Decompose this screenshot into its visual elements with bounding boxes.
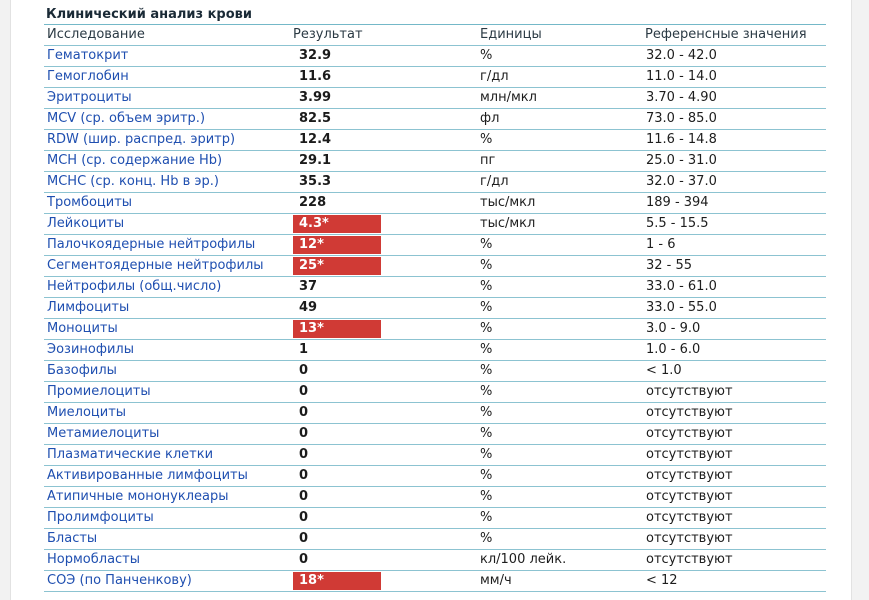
table-row bbox=[44, 529, 826, 550]
test-name[interactable]: Сегментоядерные нейтрофилы bbox=[44, 256, 293, 277]
unit: млн/мкл bbox=[480, 88, 645, 109]
window-left-edge bbox=[0, 0, 11, 600]
reference-range: 3.70 - 4.90 bbox=[645, 88, 826, 109]
test-name[interactable]: Активированные лимфоциты bbox=[44, 466, 293, 487]
test-name[interactable]: Нейтрофилы (общ.число) bbox=[44, 277, 293, 298]
unit: % bbox=[480, 361, 645, 382]
window-right-edge bbox=[851, 0, 869, 600]
result-text: 0 bbox=[299, 531, 309, 546]
reference-range: 5.5 - 15.5 bbox=[645, 214, 826, 235]
result-value bbox=[293, 487, 480, 508]
reference-range: < 12 bbox=[645, 571, 826, 592]
table-row bbox=[44, 172, 826, 193]
table-row bbox=[44, 487, 826, 508]
test-name[interactable]: MCV (ср. объем эритр.) bbox=[44, 109, 293, 130]
table-row bbox=[44, 67, 826, 88]
table-row bbox=[44, 256, 826, 277]
result-text: 35.3 bbox=[299, 174, 332, 189]
table-row bbox=[44, 214, 826, 235]
result-text: 0 bbox=[299, 405, 309, 420]
table-row bbox=[44, 445, 826, 466]
result-value bbox=[293, 151, 480, 172]
result-text: 32.9 bbox=[299, 48, 332, 63]
unit: % bbox=[480, 487, 645, 508]
result-text: 0 bbox=[299, 447, 309, 462]
result-text: 4.3* bbox=[293, 215, 381, 233]
unit: % bbox=[480, 340, 645, 361]
unit: тыс/мкл bbox=[480, 193, 645, 214]
table-row bbox=[44, 571, 826, 592]
result-text: 13* bbox=[293, 320, 381, 338]
unit: % bbox=[480, 298, 645, 319]
result-value bbox=[293, 550, 480, 571]
result-text: 228 bbox=[299, 195, 327, 210]
unit: % bbox=[480, 382, 645, 403]
table-row bbox=[44, 319, 826, 340]
reference-range: отсутствуют bbox=[645, 445, 826, 466]
table-row bbox=[44, 508, 826, 529]
unit: фл bbox=[480, 109, 645, 130]
test-name[interactable]: Метамиелоциты bbox=[44, 424, 293, 445]
result-text: 29.1 bbox=[299, 153, 332, 168]
reference-range: 1 - 6 bbox=[645, 235, 826, 256]
result-value-abnormal bbox=[293, 256, 480, 277]
table-row bbox=[44, 235, 826, 256]
unit: тыс/мкл bbox=[480, 214, 645, 235]
result-value-abnormal bbox=[293, 214, 480, 235]
table-row bbox=[44, 88, 826, 109]
table-row bbox=[44, 550, 826, 571]
test-name[interactable]: Лимфоциты bbox=[44, 298, 293, 319]
result-value bbox=[293, 445, 480, 466]
reference-range: 11.6 - 14.8 bbox=[645, 130, 826, 151]
result-text: 0 bbox=[299, 489, 309, 504]
result-value bbox=[293, 361, 480, 382]
result-value bbox=[293, 508, 480, 529]
unit: мм/ч bbox=[480, 571, 645, 592]
unit: % bbox=[480, 130, 645, 151]
test-name[interactable]: СОЭ (по Панченкову) bbox=[44, 571, 293, 592]
test-name[interactable]: Атипичные мононуклеары bbox=[44, 487, 293, 508]
result-text: 0 bbox=[299, 363, 309, 378]
result-value bbox=[293, 340, 480, 361]
table-row bbox=[44, 424, 826, 445]
result-text: 3.99 bbox=[299, 90, 332, 105]
reference-range: 32 - 55 bbox=[645, 256, 826, 277]
header-reference: Референсные значения bbox=[645, 25, 826, 46]
table-header-row bbox=[44, 25, 826, 46]
test-name[interactable]: Гемоглобин bbox=[44, 67, 293, 88]
result-text: 0 bbox=[299, 510, 309, 525]
result-value-abnormal bbox=[293, 571, 480, 592]
reference-range: отсутствуют bbox=[645, 529, 826, 550]
reference-range: отсутствуют bbox=[645, 508, 826, 529]
result-text: 12* bbox=[293, 236, 381, 254]
reference-range: отсутствуют bbox=[645, 550, 826, 571]
unit: % bbox=[480, 46, 645, 67]
header-units: Единицы bbox=[480, 25, 645, 46]
unit: пг bbox=[480, 151, 645, 172]
reference-range: 25.0 - 31.0 bbox=[645, 151, 826, 172]
reference-range: 3.0 - 9.0 bbox=[645, 319, 826, 340]
test-name[interactable]: Миелоциты bbox=[44, 403, 293, 424]
reference-range: 32.0 - 42.0 bbox=[645, 46, 826, 67]
result-value bbox=[293, 193, 480, 214]
reference-range: отсутствуют bbox=[645, 487, 826, 508]
result-value bbox=[293, 88, 480, 109]
test-name[interactable]: MCHC (ср. конц. Hb в эр.) bbox=[44, 172, 293, 193]
unit: % bbox=[480, 508, 645, 529]
test-name[interactable]: Промиелоциты bbox=[44, 382, 293, 403]
result-value bbox=[293, 529, 480, 550]
reference-range: 189 - 394 bbox=[645, 193, 826, 214]
result-value bbox=[293, 130, 480, 151]
unit: % bbox=[480, 319, 645, 340]
unit: % bbox=[480, 403, 645, 424]
report-title: Клинический анализ крови bbox=[44, 6, 826, 25]
test-name[interactable]: Тромбоциты bbox=[44, 193, 293, 214]
table-row bbox=[44, 151, 826, 172]
result-value bbox=[293, 46, 480, 67]
cut-off-text-line bbox=[44, 591, 464, 600]
table-row bbox=[44, 298, 826, 319]
unit: % bbox=[480, 277, 645, 298]
test-name[interactable]: Плазматические клетки bbox=[44, 445, 293, 466]
result-text: 0 bbox=[299, 468, 309, 483]
result-text: 37 bbox=[299, 279, 318, 294]
result-value bbox=[293, 277, 480, 298]
reference-range: отсутствуют bbox=[645, 424, 826, 445]
test-name[interactable]: Моноциты bbox=[44, 319, 293, 340]
result-text: 0 bbox=[299, 384, 309, 399]
result-value bbox=[293, 172, 480, 193]
test-name[interactable]: Пролимфоциты bbox=[44, 508, 293, 529]
test-name[interactable]: Базофилы bbox=[44, 361, 293, 382]
reference-range: 1.0 - 6.0 bbox=[645, 340, 826, 361]
blood-test-report bbox=[44, 6, 826, 592]
result-value bbox=[293, 466, 480, 487]
reference-range: 11.0 - 14.0 bbox=[645, 67, 826, 88]
result-text: 82.5 bbox=[299, 111, 332, 126]
reference-range: 33.0 - 55.0 bbox=[645, 298, 826, 319]
unit: % bbox=[480, 256, 645, 277]
reference-range: 73.0 - 85.0 bbox=[645, 109, 826, 130]
unit: г/дл bbox=[480, 172, 645, 193]
unit: % bbox=[480, 235, 645, 256]
unit: кл/100 лейк. bbox=[480, 550, 645, 571]
table-row bbox=[44, 340, 826, 361]
table-row bbox=[44, 46, 826, 67]
header-test: Исследование bbox=[44, 25, 293, 46]
table-row bbox=[44, 193, 826, 214]
result-value bbox=[293, 382, 480, 403]
result-value bbox=[293, 67, 480, 88]
reference-range: отсутствуют bbox=[645, 403, 826, 424]
table-row bbox=[44, 403, 826, 424]
table-row bbox=[44, 130, 826, 151]
reference-range: отсутствуют bbox=[645, 466, 826, 487]
reference-range: отсутствуют bbox=[645, 382, 826, 403]
test-name[interactable]: Палочкоядерные нейтрофилы bbox=[44, 235, 293, 256]
result-text: 49 bbox=[299, 300, 318, 315]
test-name[interactable]: Гематокрит bbox=[44, 46, 293, 67]
result-text: 1 bbox=[299, 342, 309, 357]
table-row bbox=[44, 109, 826, 130]
test-name[interactable]: RDW (шир. распред. эритр) bbox=[44, 130, 293, 151]
table-row bbox=[44, 361, 826, 382]
result-value bbox=[293, 403, 480, 424]
results-table bbox=[44, 25, 826, 592]
result-text: 11.6 bbox=[299, 69, 332, 84]
result-text: 18* bbox=[293, 572, 381, 590]
unit: % bbox=[480, 424, 645, 445]
result-value bbox=[293, 424, 480, 445]
test-name[interactable]: Бласты bbox=[44, 529, 293, 550]
table-row bbox=[44, 382, 826, 403]
result-text: 12.4 bbox=[299, 132, 332, 147]
table-row bbox=[44, 466, 826, 487]
result-value bbox=[293, 298, 480, 319]
result-value-abnormal bbox=[293, 235, 480, 256]
result-text: 0 bbox=[299, 552, 309, 567]
test-name[interactable]: MCH (ср. содержание Hb) bbox=[44, 151, 293, 172]
test-name[interactable]: Эозинофилы bbox=[44, 340, 293, 361]
test-name[interactable]: Нормобласты bbox=[44, 550, 293, 571]
table-row bbox=[44, 277, 826, 298]
result-value-abnormal bbox=[293, 319, 480, 340]
header-result: Результат bbox=[293, 25, 480, 46]
test-name[interactable]: Эритроциты bbox=[44, 88, 293, 109]
unit: % bbox=[480, 466, 645, 487]
reference-range: 33.0 - 61.0 bbox=[645, 277, 826, 298]
reference-range: < 1.0 bbox=[645, 361, 826, 382]
unit: % bbox=[480, 529, 645, 550]
result-text: 0 bbox=[299, 426, 309, 441]
result-text: 25* bbox=[293, 257, 381, 275]
unit: % bbox=[480, 445, 645, 466]
result-value bbox=[293, 109, 480, 130]
reference-range: 32.0 - 37.0 bbox=[645, 172, 826, 193]
unit: г/дл bbox=[480, 67, 645, 88]
test-name[interactable]: Лейкоциты bbox=[44, 214, 293, 235]
